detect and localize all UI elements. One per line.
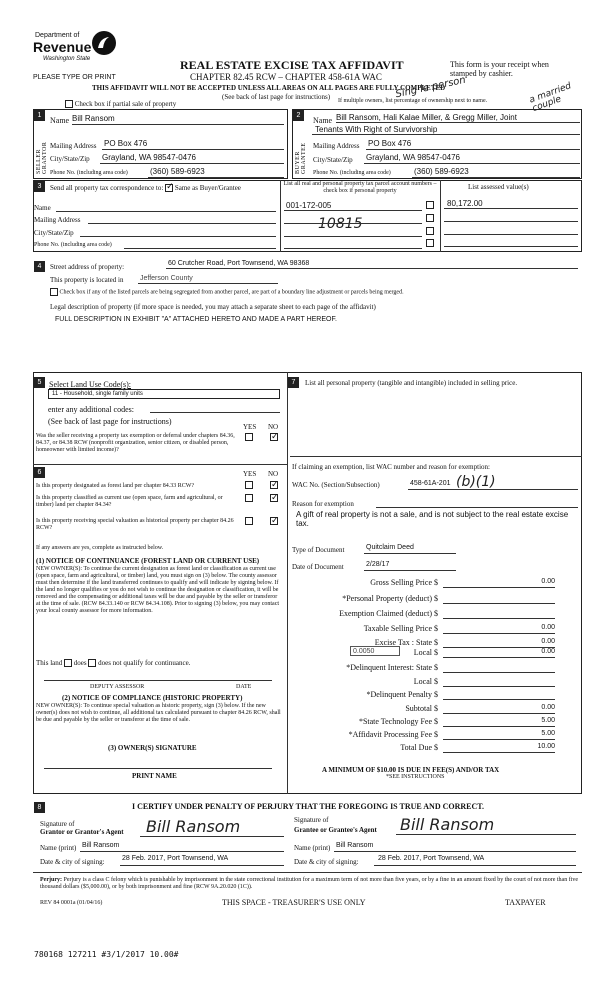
street-label: Street address of property: xyxy=(50,263,125,271)
deputy-assessor-label: DEPUTY ASSESSOR xyxy=(90,684,145,690)
s6-q2: Is this property classified as current use (open space, farm and agricultural, or timber) land per chapter 84.34? xyxy=(36,495,223,508)
form-warning: THIS AFFIDAVIT WILL NOT BE ACCEPTED UNLESS ALL AREAS ON ALL PAGES ARE FULLY COMPLETED xyxy=(92,84,446,92)
notice1-title: (1) NOTICE OF CONTINUANCE (FOREST LAND OR CURRENT USE) xyxy=(36,557,260,565)
revenue-logo-icon xyxy=(91,30,117,56)
this-land-label: This land xyxy=(36,659,63,667)
deputy-date-label: DATE xyxy=(236,684,252,690)
notice1-body: NEW OWNER(S): To continue the current designation as forest land or classification as current use (open space, farm and agricultural, or timber) land, you must sign on (3) below. The county assessor must then determine if the land transferred continues to qualify and will indicate by signing below. If the land no longer qualifies or you do not wish to continue the designation or classification, it will be removed and the compensating or additional taxes will be due and payable by the seller or transferor at the time of sale. (RCW 84.33.140 or RCW 84.34.108). Prior to signing (3) below, you may contact your local county assessor for more information. xyxy=(36,566,280,614)
seller-mailing[interactable]: PO Box 476 xyxy=(104,139,148,148)
correspondence-label: Send all property tax correspondence to: xyxy=(50,184,164,192)
buyer-mailing-label: Mailing Address xyxy=(313,142,360,150)
assessed-header: List assessed value(s) xyxy=(468,183,529,191)
fee-row xyxy=(295,624,570,636)
land-does-not-checkbox[interactable] xyxy=(88,659,96,667)
fee-amount[interactable]: 0.00 xyxy=(443,624,555,634)
seller-name-label: Name xyxy=(50,116,70,125)
fee-row xyxy=(295,743,570,755)
grantor-signature[interactable]: Bill Ransom xyxy=(146,817,241,836)
partial-sale-row xyxy=(65,100,176,108)
perjury-label: Perjury: xyxy=(40,877,62,883)
parcel-1-personal-checkbox[interactable] xyxy=(426,201,434,209)
seller-phone[interactable]: (360) 589-6923 xyxy=(150,167,205,176)
section-6-badge: 6 xyxy=(34,467,45,478)
land-use-no: NO xyxy=(268,423,279,431)
grantee-signature[interactable]: Bill Ransom xyxy=(400,815,495,834)
s6-q2-yes[interactable] xyxy=(245,494,253,502)
exemption-claim-label: If claiming an exemption, list WAC number and reason for exemption: xyxy=(292,463,490,471)
land-use-yes: YES xyxy=(243,423,257,431)
grantee-date-label: Date & city of signing: xyxy=(294,858,359,866)
fee-label: Local $ xyxy=(413,677,438,686)
corr-name-label: Name xyxy=(34,204,51,212)
fee-label: Exemption Claimed (deduct) $ xyxy=(339,609,438,618)
s6-q1-yes[interactable] xyxy=(245,481,253,489)
buyer-phone-label: Phone No. (including area code) xyxy=(313,170,391,176)
multiple-owners-note: If multiple owners, list percentage of ownership next to name. xyxy=(338,98,488,104)
agency-line3: Washington State xyxy=(43,56,91,62)
doc-type-label: Type of Document xyxy=(292,546,345,554)
form-chapter: CHAPTER 82.45 RCW – CHAPTER 458-61A WAC xyxy=(190,72,382,82)
s6-q3-no[interactable] xyxy=(270,517,278,525)
s6-q3: Is this property receiving special valuation as historical property per chapter 84.26 RCW? xyxy=(36,518,234,531)
buyer-city-label: City/State/Zip xyxy=(313,156,353,164)
parcel-4-personal-checkbox[interactable] xyxy=(426,239,434,247)
taxpayer-label: TAXPAYER xyxy=(505,898,546,907)
seller-mailing-label: Mailing Address xyxy=(50,142,97,150)
seller-phone-label: Phone No. (including area code) xyxy=(50,170,128,176)
fee-amount[interactable] xyxy=(443,594,555,604)
s6-q3-yes[interactable] xyxy=(245,517,253,525)
fee-label: Gross Selling Price $ xyxy=(370,578,438,587)
notice2-title: (2) NOTICE OF COMPLIANCE (HISTORIC PROPERTY) xyxy=(62,694,243,702)
fee-label: *Delinquent Penalty $ xyxy=(366,690,438,699)
s6-yes: YES xyxy=(243,470,257,478)
fee-amount[interactable]: 0.00 xyxy=(443,648,555,658)
local-rate[interactable]: 0.0050 xyxy=(350,646,400,656)
buyer-side-label: BUYER GRANTEE xyxy=(295,142,307,174)
seller-exemption-no[interactable] xyxy=(270,433,278,441)
section-4-badge: 4 xyxy=(34,261,45,272)
print-name-label: PRINT NAME xyxy=(132,772,177,780)
s6-q2-no[interactable] xyxy=(270,494,278,502)
seller-city[interactable]: Grayland, WA 98547-0476 xyxy=(102,153,196,162)
seller-name[interactable]: Bill Ransom xyxy=(72,114,115,123)
same-as-buyer-checkbox[interactable] xyxy=(165,184,173,192)
land-use-label: Select Land Use Code(s): xyxy=(49,380,131,389)
grantee-sig-label1: Signature of xyxy=(294,816,329,824)
grantor-sig-label2: Grantor or Grantor's Agent xyxy=(40,828,124,836)
fee-amount[interactable] xyxy=(443,690,555,700)
doc-date-label: Date of Document xyxy=(292,563,344,571)
parcel-2-personal-checkbox[interactable] xyxy=(426,214,434,222)
grantee-date[interactable]: 28 Feb. 2017, Port Townsend, WA xyxy=(378,855,485,862)
doc-date[interactable]: 2/28/17 xyxy=(366,561,390,568)
seller-side-label: SELLER GRANTOR xyxy=(36,141,48,174)
corr-phone-label: Phone No. (including area code) xyxy=(34,242,112,248)
agency-line2: Revenue xyxy=(33,39,92,55)
fee-amount[interactable]: 5.00 xyxy=(443,730,555,740)
wac-label: WAC No. (Section/Subsection) xyxy=(292,481,380,489)
fee-row xyxy=(295,594,570,606)
fee-row xyxy=(295,648,570,660)
see-back: (See back of last page for instructions) xyxy=(222,93,331,101)
partial-sale-checkbox[interactable] xyxy=(65,100,73,108)
land-does-checkbox[interactable] xyxy=(64,659,72,667)
certify-text: I CERTIFY UNDER PENALTY OF PERJURY THAT THE FOREGOING IS TRUE AND CORRECT. xyxy=(132,802,485,811)
segregated-label: Check box if any of the listed parcels are being segregated from another parcel, are part of a boundary line adjustment or parcels being merged. xyxy=(59,289,404,296)
parcel-3-personal-checkbox[interactable] xyxy=(426,227,434,235)
fee-label: Excise Tax : State $ xyxy=(374,638,438,647)
fee-amount[interactable] xyxy=(443,663,555,673)
fee-row xyxy=(295,730,570,742)
grantor-name-label: Name (print) xyxy=(40,844,77,852)
seller-city-label: City/State/Zip xyxy=(50,155,90,163)
fee-amount[interactable]: 0.00 xyxy=(443,578,555,588)
buyer-name-label: Name xyxy=(313,116,333,125)
fee-label: *Affidavit Processing Fee $ xyxy=(348,730,438,739)
reason-label: Reason for exemption xyxy=(292,500,354,508)
section-8-badge: 8 xyxy=(34,802,45,813)
parcel-header: List all real and personal property tax parcel account numbers – check box if personal property xyxy=(283,181,437,194)
form-title: REAL ESTATE EXCISE TAX AFFIDAVIT xyxy=(180,58,404,72)
additional-codes-label: enter any additional codes: xyxy=(48,405,134,414)
parcel-1[interactable]: 001-172-005 xyxy=(286,201,332,210)
fee-row xyxy=(295,609,570,621)
notice2-body: NEW OWNER(S): To continue special valuation as historic property, sign (3) below. If the new owner(s) does not wish to continue, all additional tax calculated pursuant to chapter 84.26 RCW, shall be due and payable by the seller or transferor at the time of sale. xyxy=(36,703,281,723)
receipt-note: This form is your receipt when stamped by cashier. xyxy=(450,60,549,78)
fee-amount[interactable]: 10.00 xyxy=(443,743,555,753)
assessed-value-1[interactable]: 80,172.00 xyxy=(447,199,483,208)
revenue-logo xyxy=(33,30,121,68)
located-label: This property is located in xyxy=(50,276,124,284)
fee-row xyxy=(295,690,570,702)
treasurer-label: THIS SPACE - TREASURER'S USE ONLY xyxy=(222,898,366,907)
seller-exemption-yes[interactable] xyxy=(245,433,253,441)
owner-signature-label: (3) OWNER(S) SIGNATURE xyxy=(108,744,197,752)
fee-amount[interactable]: 0.00 xyxy=(443,704,555,714)
buyer-name-line2[interactable]: Tenants With Right of Survivorship xyxy=(315,125,438,134)
minimum-note: A MINIMUM OF $10.00 IS DUE IN FEE(S) AND/OR TAX xyxy=(322,766,500,774)
legal-label: Legal description of property (if more space is needed, you may attach a separate sheet to each page of the affidavit) xyxy=(50,303,376,311)
grantor-date-label: Date & city of signing: xyxy=(40,858,105,866)
land-use-see-back: (See back of last page for instructions) xyxy=(48,417,172,426)
parcel-handwritten: 10815 xyxy=(318,216,363,232)
fee-row xyxy=(295,677,570,689)
street-address[interactable]: 60 Crutcher Road, Port Townsend, WA 98368 xyxy=(168,260,310,267)
perjury-text: Perjury is a class C felony which is punishable by imprisonment in the state correctional institution for a maximum term of not more than five years, or by a fine in an amount fixed by the court of not more than five thousand dollars ($5,000.00), or by both imprisonment and fine (RCW 9A.20.020 (1C)). xyxy=(40,877,579,890)
fee-row xyxy=(295,663,570,675)
wac-number[interactable]: 458-61A-201 xyxy=(410,480,451,487)
segregated-row xyxy=(50,288,580,296)
corr-mailing-label: Mailing Address xyxy=(34,216,81,224)
s6-no: NO xyxy=(268,470,279,478)
rev-number: REV 84 0001a (01/04/16) xyxy=(40,900,103,906)
land-qualify-row xyxy=(36,659,190,667)
section-3-badge: 3 xyxy=(34,181,45,192)
receipt-stamp: 780168 127211 #3/1/2017 10.00# xyxy=(34,950,179,959)
section-7-badge: 7 xyxy=(288,377,299,388)
located-county[interactable]: Jefferson County xyxy=(140,275,193,282)
section-1-badge: 1 xyxy=(34,110,45,121)
grantee-sig-label2: Grantee or Grantee's Agent xyxy=(294,826,377,834)
fee-label: Subtotal $ xyxy=(405,704,438,713)
section7-label: List all personal property (tangible and intangible) included in selling price. xyxy=(305,379,518,387)
buyer-name-line1[interactable]: Bill Ransom, Hali Kalae Miller, & Gregg Miller, Joint xyxy=(336,113,517,122)
buyer-phone[interactable]: (360) 589-6923 xyxy=(414,167,469,176)
please-type: PLEASE TYPE OR PRINT xyxy=(33,74,116,81)
buyer-city[interactable]: Grayland, WA 98547-0476 xyxy=(366,153,460,162)
wac-subsection-hand: (b)(1) xyxy=(456,474,496,490)
fee-label: Local $ xyxy=(413,648,438,657)
fee-label: Taxable Selling Price $ xyxy=(363,624,438,633)
s6-q1-no[interactable] xyxy=(270,481,278,489)
land-use-code[interactable]: 11 - Household, single family units xyxy=(48,389,280,399)
same-as-buyer-label: Same as Buyer/Grantee xyxy=(174,184,241,192)
agency-line1: Department of xyxy=(35,32,80,39)
grantor-date[interactable]: 28 Feb. 2017, Port Townsend, WA xyxy=(122,855,229,862)
fee-amount[interactable] xyxy=(443,609,555,619)
handwritten-note-couple: a married couple xyxy=(528,81,573,115)
buyer-mailing[interactable]: PO Box 476 xyxy=(368,139,412,148)
grantor-name[interactable]: Bill Ransom xyxy=(82,842,120,849)
correspondence-row xyxy=(50,184,241,192)
legal-description[interactable]: FULL DESCRIPTION IN EXHIBIT "A" ATTACHED HERETO AND MADE A PART HEREOF. xyxy=(55,316,337,323)
fee-amount[interactable]: 0.00 xyxy=(443,638,555,648)
fee-label: *Personal Property (deduct) $ xyxy=(342,594,438,603)
handwritten-note-single: Sing le person xyxy=(394,74,467,101)
fee-label: Total Due $ xyxy=(400,743,438,752)
fee-row xyxy=(295,704,570,716)
fee-amount[interactable]: 5.00 xyxy=(443,717,555,727)
fee-label: *Delinquent Interest: State $ xyxy=(346,663,438,672)
section-5-badge: 5 xyxy=(34,377,45,388)
exemption-question: Was the seller receiving a property tax exemption or deferral under chapters 84.36, 84.37, or 84.38 RCW (nonprofit organization, senior citizen, or disabled person, homeowner with limited income)? xyxy=(36,433,235,453)
segregated-checkbox[interactable] xyxy=(50,288,58,296)
fee-row xyxy=(295,717,570,729)
doc-type[interactable]: Quitclaim Deed xyxy=(366,544,414,551)
see-instructions: *SEE INSTRUCTIONS xyxy=(386,774,445,780)
s6-q1: Is this property designated as forest land per chapter 84.33 RCW? xyxy=(36,483,195,489)
does-label: does xyxy=(73,659,87,667)
grantee-name[interactable]: Bill Ransom xyxy=(336,842,374,849)
fee-amount[interactable] xyxy=(443,677,555,687)
fee-row xyxy=(295,578,570,590)
grantor-sig-label1: Signature of xyxy=(40,820,75,828)
section-2-badge: 2 xyxy=(293,110,304,121)
does-not-label: does not qualify for continuance. xyxy=(98,659,191,667)
s6-if-yes: If any answers are yes, complete as instructed below. xyxy=(36,545,164,551)
corr-city-label: City/State/Zip xyxy=(34,229,74,237)
exemption-reason[interactable]: A gift of real property is not a sale, and is not subject to the real estate excise tax. xyxy=(296,510,569,528)
perjury-note xyxy=(40,877,580,891)
fee-label: *State Technology Fee $ xyxy=(358,717,438,726)
grantee-name-label: Name (print) xyxy=(294,844,331,852)
partial-sale-label: Check box if partial sale of property xyxy=(74,100,177,108)
